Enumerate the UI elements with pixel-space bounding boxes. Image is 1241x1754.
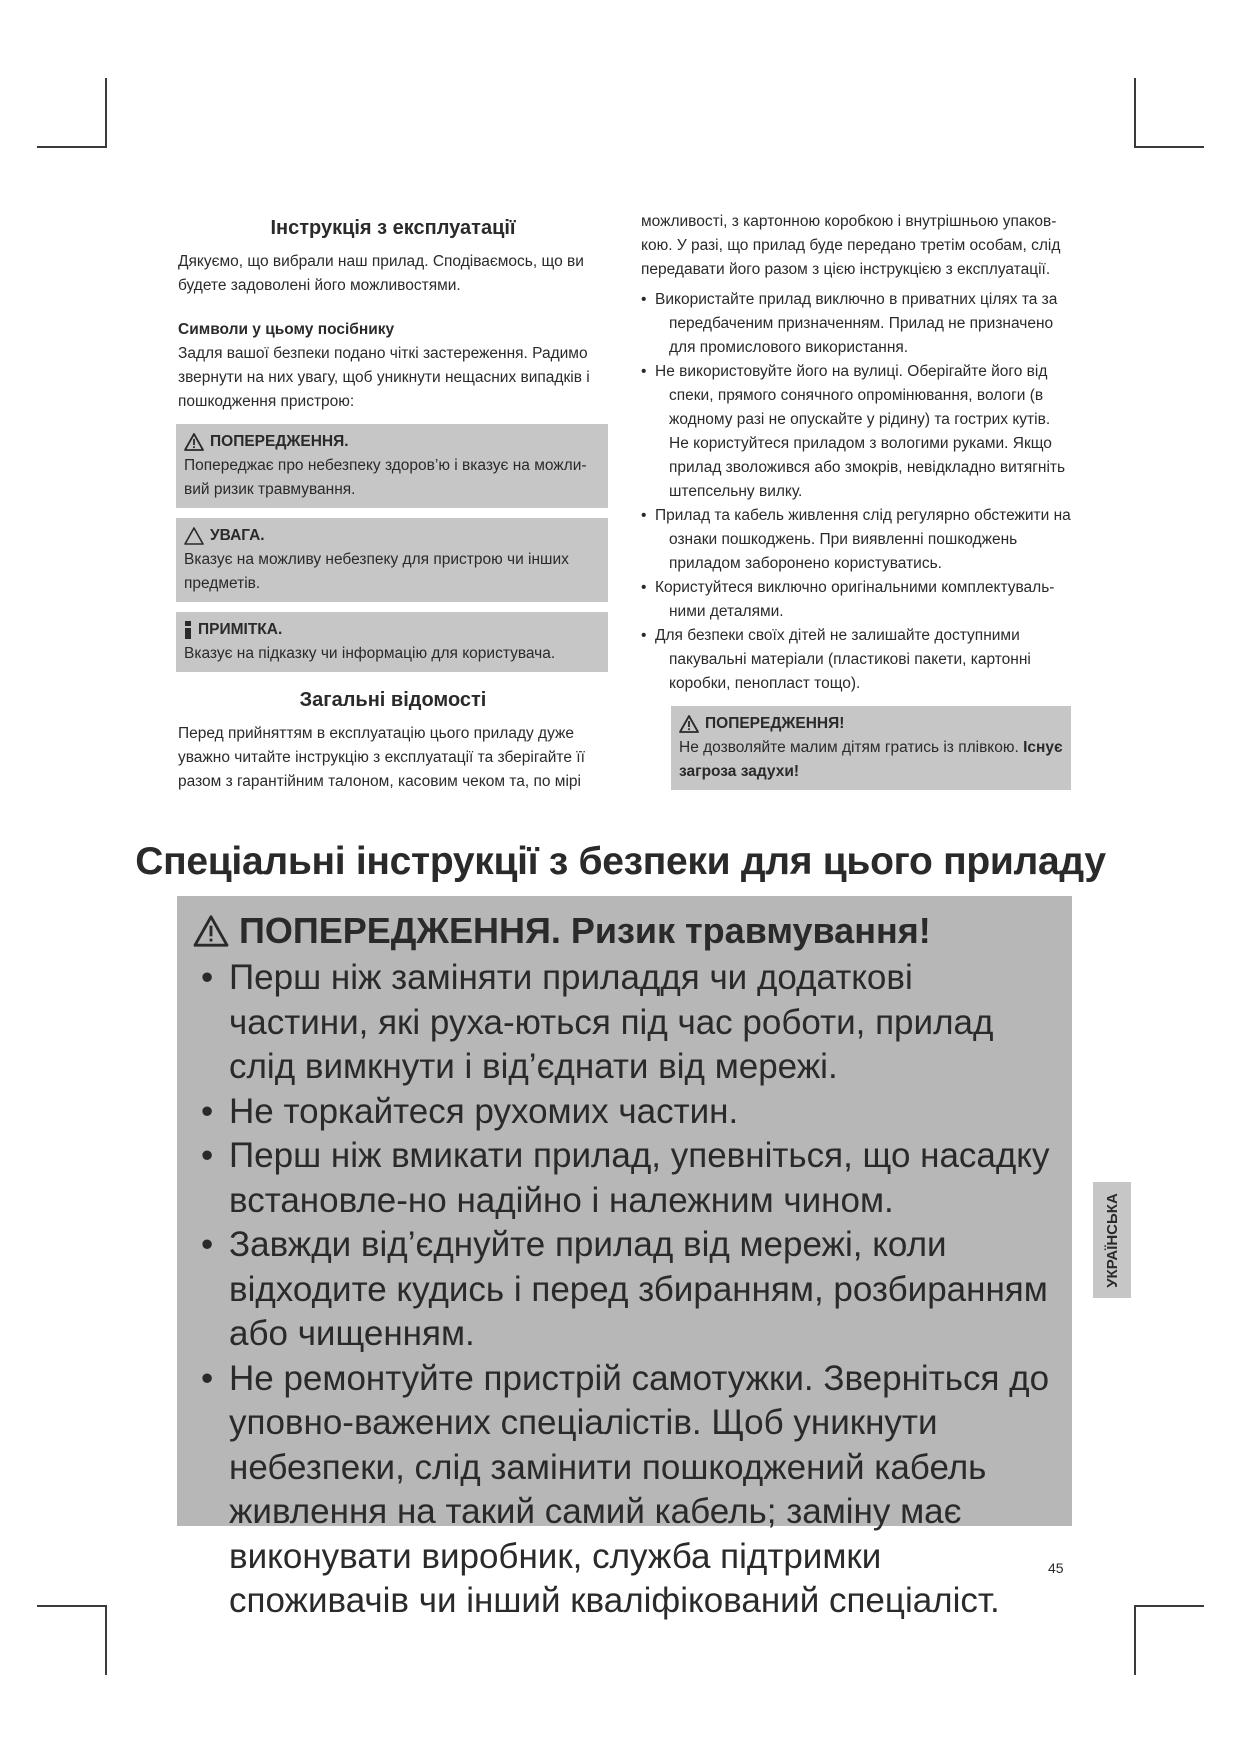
list-item: • Прилад та кабель живлення слід регулярно обстежити на ознаки пошкоджень. При виявленні пошкоджень приладом заборонено користуватись. bbox=[641, 504, 1071, 576]
note-notice bbox=[176, 612, 608, 672]
caution-triangle-icon bbox=[184, 527, 204, 545]
warning-label: ПОПЕРЕДЖЕННЯ. bbox=[210, 433, 349, 450]
crop-mark-br-h bbox=[1134, 1605, 1204, 1607]
special-safety-list bbox=[193, 956, 1058, 1624]
child-warning-notice bbox=[671, 706, 1071, 790]
child-warning-bold: Існує загроза задухи! bbox=[679, 739, 1063, 780]
list-item: • Використайте прилад виключно в приватних цілях та за передбаченим призначенням. Прилад не призначено для промислового використання. bbox=[641, 288, 1071, 360]
child-warning-label: ПОПЕРЕДЖЕННЯ! bbox=[705, 715, 845, 732]
list-item: • Перш ніж вмикати прилад, упевніться, що насадку встановле-но надійно і належним чином. bbox=[193, 1134, 1058, 1223]
special-warning-label: ПОПЕРЕДЖЕННЯ. bbox=[239, 910, 561, 951]
right-column bbox=[641, 210, 1071, 790]
symbols-heading: Символи у цьому посібнику bbox=[178, 321, 395, 338]
caution-notice bbox=[176, 518, 608, 602]
crop-mark-tr-h bbox=[1134, 146, 1204, 148]
note-label: ПРИМІТКА. bbox=[198, 621, 283, 638]
general-text: Перед прийняттям в експлуатацію цього приладу дуже уважно читайте інструкцію з експлуатації та зберігайте її разом з гарантійним талоном, касовим чеком та, по мірі bbox=[178, 725, 585, 790]
crop-mark-tr-v bbox=[1134, 78, 1136, 148]
crop-mark-bl-v bbox=[105, 1605, 107, 1675]
safety-list bbox=[641, 288, 1071, 696]
caution-text: Вказує на можливу небезпеку для пристрою чи інших предметів. bbox=[184, 551, 569, 592]
language-tab-label: УКРАЇНСЬКА bbox=[1103, 1192, 1121, 1288]
symbols-text: Задля вашої безпеки подано чіткі застереження. Радимо звернути на них увагу, щоб уникнути нещасних випадків і пошкодження пристрою: bbox=[178, 345, 590, 410]
list-item: • Для безпеки своїх дітей не залишайте доступними пакувальні матеріали (пластикові пакети, картонні коробки, пенопласт тощо). bbox=[641, 624, 1071, 696]
special-warning-suffix: Ризик травмування! bbox=[570, 910, 931, 951]
caution-label: УВАГА. bbox=[210, 527, 265, 544]
page-number: 45 bbox=[1048, 1560, 1064, 1576]
list-item: • Завжди від’єднуйте прилад від мережі, коли відходите кудись і перед збиранням, розбиранням або чищенням. bbox=[193, 1223, 1058, 1357]
instructions-title: Інструкція з експлуатації bbox=[270, 217, 516, 239]
list-item: • Перш ніж заміняти приладдя чи додаткові частини, які руха-ються під час роботи, прилад слід вимкнути і від’єднати від мережі. bbox=[193, 956, 1058, 1090]
crop-mark-tl-h bbox=[37, 146, 107, 148]
continuation-text: можливості, з картонною коробкою і внутрішньою упаков-кою. У разі, що прилад буде передано третім особам, слід передавати його разом з цією інструкцією з експлуатації. bbox=[641, 213, 1061, 278]
warning-triangle-icon bbox=[679, 715, 699, 733]
info-icon bbox=[184, 621, 192, 639]
intro-text: Дякуємо, що вибрали наш прилад. Сподіваємось, що ви будете задоволені його можливостями. bbox=[178, 253, 584, 294]
crop-mark-bl-h bbox=[37, 1605, 107, 1607]
note-text: Вказує на підказку чи інформацію для користувача. bbox=[184, 645, 556, 662]
general-title: Загальні відомості bbox=[299, 689, 487, 711]
list-item: • Не ремонтуйте пристрій самотужки. Зверніться до уповно-важених спеціалістів. Щоб уникнути небезпеки, слід замінити пошкоджений кабель живлення на такий самий кабель; заміну має виконувати виробник, служба підтримки споживачів чи інший кваліфікований спеціаліст. bbox=[193, 1357, 1058, 1624]
special-instructions-title: Спеціальні інструкції з безпеки для цього приладу bbox=[135, 840, 1106, 883]
child-warning-text: Не дозволяйте малим дітям гратись із плівкою. Існує загроза задухи! bbox=[679, 739, 1063, 780]
list-item: • Не використовуйте його на вулиці. Оберігайте його від спеки, прямого сонячного опромінювання, вологи (в жодному разі не опускайте у рідину) та гострих кутів. Не користуйтеся приладом з вологими руками. Якщо прилад зволожився або змокрів, невідкладно витягніть штепсельну вилку. bbox=[641, 360, 1071, 504]
warning-notice bbox=[176, 424, 608, 508]
crop-mark-tl-v bbox=[105, 78, 107, 148]
list-item: • Не торкайтеся рухомих частин. bbox=[193, 1090, 1058, 1135]
warning-triangle-icon bbox=[193, 915, 229, 947]
left-column bbox=[178, 214, 608, 794]
list-item: • Користуйтеся виключно оригінальними комплектуваль-ними деталями. bbox=[641, 576, 1071, 624]
warning-triangle-icon bbox=[184, 433, 204, 451]
warning-text: Попереджає про небезпеку здоров’ю і вказує на можли-вий ризик травмування. bbox=[184, 457, 587, 498]
crop-mark-br-v bbox=[1134, 1605, 1136, 1675]
language-tab bbox=[1093, 1182, 1131, 1298]
